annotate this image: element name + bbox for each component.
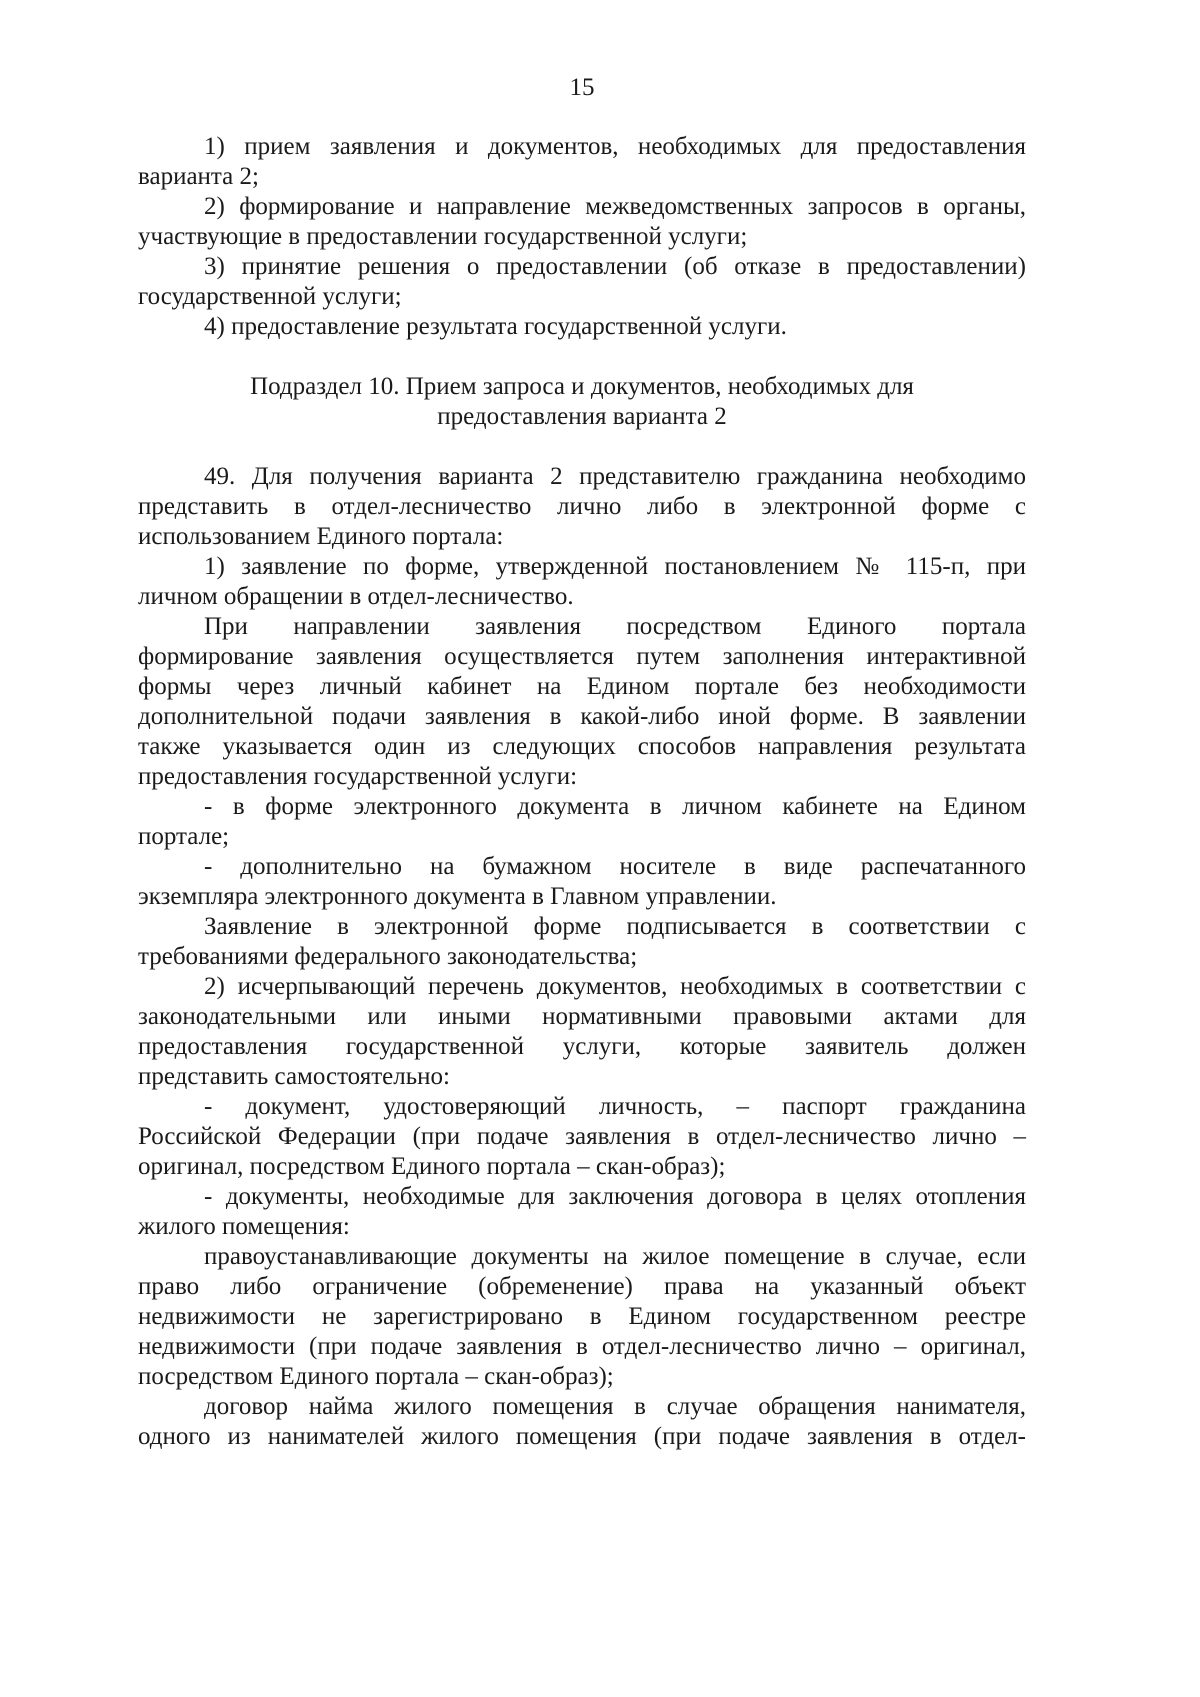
text-line: - документы, необходимые для заключения договора в целях отопления <box>204 1183 1026 1210</box>
paragraph <box>138 1242 1026 1392</box>
text-line: недвижимости (при подаче заявления в отдел-лесничество лично – оригинал, <box>138 1333 1026 1360</box>
text-line: 2) исчерпывающий перечень документов, необходимых в соответствии с <box>204 973 1026 1000</box>
heading-line: Подраздел 10. Прием запроса и документов, необходимых для <box>250 373 914 400</box>
paragraph <box>138 312 1026 342</box>
paragraph <box>138 192 1026 252</box>
text-line: право либо ограничение (обременение) права на указанный объект <box>138 1273 1026 1300</box>
text-line: 49. Для получения варианта 2 представителю гражданина необходимо <box>204 463 1026 490</box>
text-line: личном обращении в отдел-лесничество. <box>138 583 574 610</box>
text-line: оригинал, посредством Единого портала – скан-образ); <box>138 1153 726 1180</box>
paragraph <box>138 612 1026 792</box>
paragraph <box>138 132 1026 192</box>
text-line: использованием Единого портала: <box>138 523 504 550</box>
paragraph <box>138 912 1026 972</box>
page-number: 15 <box>569 74 595 101</box>
paragraph <box>138 852 1026 912</box>
paragraph <box>138 972 1026 1092</box>
text-line: участвующие в предоставлении государственной услуги; <box>138 223 748 250</box>
text-line: - документ, удостоверяющий личность, – паспорт гражданина <box>204 1093 1026 1120</box>
text-line: Российской Федерации (при подаче заявления в отдел-лесничество лично – <box>138 1123 1026 1150</box>
text-line: законодательными или иными нормативными правовыми актами для <box>138 1003 1026 1030</box>
text-line: При направлении заявления посредством Единого портала <box>204 613 1026 640</box>
paragraph <box>138 462 1026 552</box>
text-line: также указывается один из следующих способов направления результата <box>138 733 1026 760</box>
text-line: 1) прием заявления и документов, необходимых для предоставления <box>204 133 1026 160</box>
spacer <box>138 432 1026 462</box>
text-line: посредством Единого портала – скан-образ); <box>138 1363 614 1390</box>
paragraph <box>138 252 1026 312</box>
text-line: варианта 2; <box>138 163 259 190</box>
text-line: требованиями федерального законодательства; <box>138 943 638 970</box>
subsection-heading <box>138 372 1026 432</box>
text-line: государственной услуги; <box>138 283 402 310</box>
text-line: 3) принятие решения о предоставлении (об отказе в предоставлении) <box>204 253 1026 280</box>
text-line: дополнительной подачи заявления в какой-либо иной форме. В заявлении <box>138 703 1026 730</box>
paragraph <box>138 1182 1026 1242</box>
paragraph <box>138 792 1026 852</box>
paragraph <box>138 552 1026 612</box>
paragraph <box>138 1392 1026 1452</box>
text-line: - в форме электронного документа в личном кабинете на Едином <box>204 793 1026 820</box>
text-line: Заявление в электронной форме подписывается в соответствии с <box>204 913 1026 940</box>
text-line: недвижимости не зарегистрировано в Едином государственном реестре <box>138 1303 1026 1330</box>
text-line: портале; <box>138 823 230 850</box>
text-line: жилого помещения: <box>138 1213 350 1240</box>
text-line: формы через личный кабинет на Едином портале без необходимости <box>138 673 1026 700</box>
text-line: 4) предоставление результата государственной услуги. <box>204 313 787 340</box>
text-line: 1) заявление по форме, утвержденной постановлением № 115-п, при <box>204 553 1026 580</box>
text-line: - дополнительно на бумажном носителе в виде распечатанного <box>204 853 1026 880</box>
text-line: правоустанавливающие документы на жилое помещение в случае, если <box>204 1243 1026 1270</box>
text-line: формирование заявления осуществляется путем заполнения интерактивной <box>138 643 1026 670</box>
text-line: предоставления государственной услуги: <box>138 763 578 790</box>
paragraph <box>138 1092 1026 1182</box>
text-line: 2) формирование и направление межведомственных запросов в органы, <box>204 193 1026 220</box>
document-body <box>138 132 1026 1452</box>
text-line: экземпляра электронного документа в Главном управлении. <box>138 883 777 910</box>
text-line: договор найма жилого помещения в случае обращения нанимателя, <box>204 1393 1026 1420</box>
text-line: одного из нанимателей жилого помещения (при подаче заявления в отдел- <box>138 1423 1026 1450</box>
text-line: предоставления государственной услуги, которые заявитель должен <box>138 1033 1026 1060</box>
heading-line: предоставления варианта 2 <box>437 403 727 430</box>
text-line: представить в отдел-лесничество лично либо в электронной форме с <box>138 493 1026 520</box>
spacer <box>138 342 1026 372</box>
text-line: представить самостоятельно: <box>138 1063 450 1090</box>
